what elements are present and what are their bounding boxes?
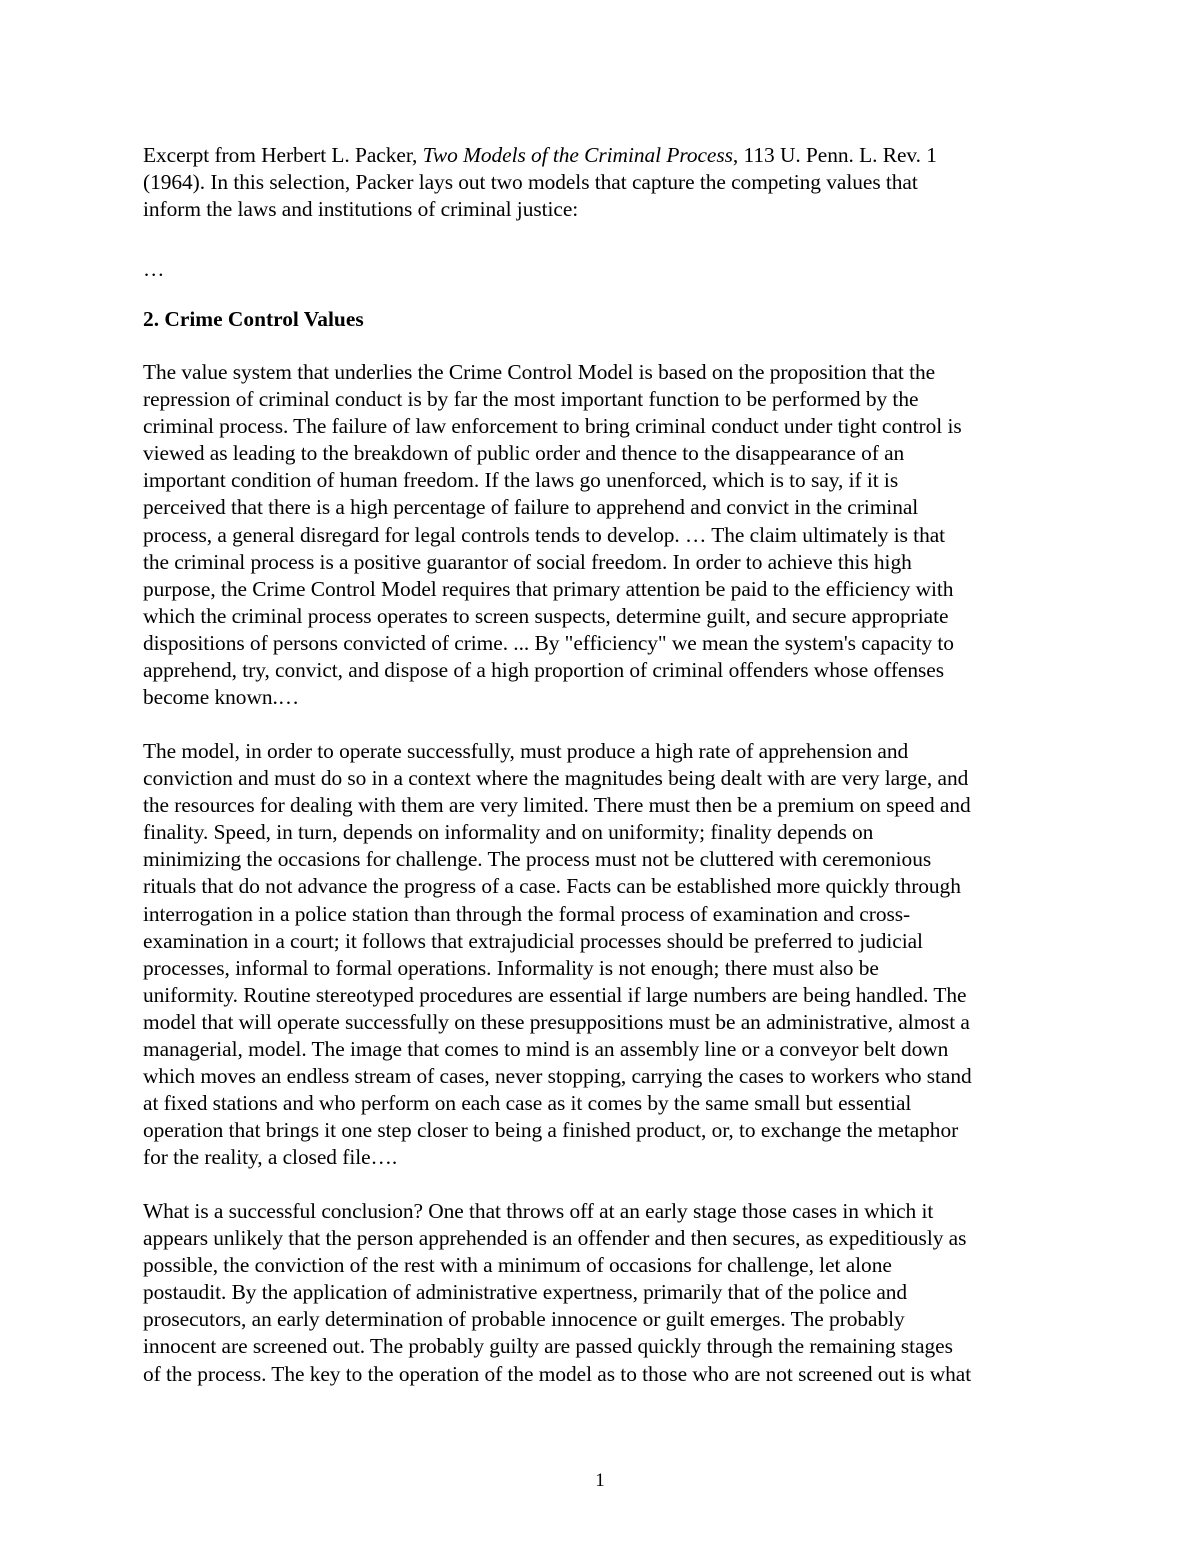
paragraph-line: purpose, the Crime Control Model requires that primary attention be paid to the efficiency with <box>143 576 954 601</box>
paragraph-line: dispositions of persons convicted of crime. ... By "efficiency" we mean the system's capacity to <box>143 630 954 655</box>
paragraph-line: at fixed stations and who perform on each case as it comes by the same small but essential <box>143 1091 912 1116</box>
paragraph-line: for the reality, a closed file…. <box>143 1145 398 1170</box>
paragraph-line: prosecutors, an early determination of probable innocence or guilt emerges. The probably <box>143 1307 905 1332</box>
intro-line-1 <box>143 142 1063 169</box>
intro-prefix: Excerpt from Herbert L. Packer, <box>143 143 423 167</box>
paragraph-line: appears unlikely that the person apprehended is an offender and then secures, as expeditiously as <box>143 1226 967 1251</box>
paragraph-line: repression of criminal conduct is by far the most important function to be performed by the <box>143 387 919 412</box>
intro-line-2: (1964). In this selection, Packer lays out two models that capture the competing values that <box>143 170 918 195</box>
paragraph-line: innocent are screened out. The probably guilty are passed quickly through the remaining stages <box>143 1334 953 1359</box>
paragraph-line: uniformity. Routine stereotyped procedures are essential if large numbers are being handled. The <box>143 982 967 1007</box>
paragraph-2 <box>143 738 1063 1172</box>
paragraph-3 <box>143 1198 1063 1388</box>
paragraph-line: perceived that there is a high percentage of failure to apprehend and convict in the criminal <box>143 495 919 520</box>
paragraph-line: process, a general disregard for legal controls tends to develop. … The claim ultimately is that <box>143 522 946 547</box>
paragraph-line: postaudit. By the application of administrative expertness, primarily that of the police and <box>143 1280 908 1305</box>
paragraph-line: rituals that do not advance the progress of a case. Facts can be established more quickly through <box>143 874 961 899</box>
paragraph-line: become known.… <box>143 685 300 710</box>
paragraph-line: the resources for dealing with them are very limited. There must then be a premium on speed and <box>143 793 971 818</box>
paragraph-line: which the criminal process operates to screen suspects, determine guilt, and secure appropriate <box>143 603 949 628</box>
page-number: 1 <box>595 1470 605 1491</box>
paragraph-line: the criminal process is a positive guarantor of social freedom. In order to achieve this high <box>143 549 912 574</box>
paragraph-line: which moves an endless stream of cases, never stopping, carrying the cases to workers who stand <box>143 1064 972 1089</box>
paragraph-line: The model, in order to operate successfully, must produce a high rate of apprehension and <box>143 739 909 763</box>
paragraph-line: possible, the conviction of the rest with a minimum of occasions for challenge, let alone <box>143 1253 892 1278</box>
paragraph-line: conviction and must do so in a context where the magnitudes being dealt with are very large, and <box>143 766 969 791</box>
article-title: Two Models of the Criminal Process <box>422 143 733 167</box>
intro-line-3: inform the laws and institutions of criminal justice: <box>143 197 579 222</box>
paragraph-line: examination in a court; it follows that extrajudicial processes should be preferred to judicial <box>143 928 923 953</box>
paragraph-line: viewed as leading to the breakdown of public order and thence to the disappearance of an <box>143 441 905 466</box>
paragraph-line: The value system that underlies the Crime Control Model is based on the proposition that the <box>143 360 936 384</box>
paragraph-line: processes, informal to formal operations. Informality is not enough; there must also be <box>143 955 879 980</box>
section-heading: 2. Crime Control Values <box>143 307 364 331</box>
paragraph-line: managerial, model. The image that comes to mind is an assembly line or a conveyor belt down <box>143 1037 949 1062</box>
paragraph-line: model that will operate successfully on these presuppositions must be an administrative, almost a <box>143 1009 970 1034</box>
paragraph-line: apprehend, try, convict, and dispose of a high proportion of criminal offenders whose offenses <box>143 658 945 683</box>
paragraph-line: criminal process. The failure of law enforcement to bring criminal conduct under tight control is <box>143 414 962 439</box>
paragraph-line: minimizing the occasions for challenge. The process must not be cluttered with ceremonious <box>143 847 932 872</box>
paragraph-line: operation that brings it one step closer to being a finished product, or, to exchange the metaphor <box>143 1118 959 1143</box>
paragraph-line: What is a successful conclusion? One that throws off at an early stage those cases in which it <box>143 1199 934 1223</box>
intro-citation: , 113 U. Penn. L. Rev. 1 <box>732 143 937 167</box>
ellipsis-marker: … <box>143 257 165 281</box>
paragraph-line: finality. Speed, in turn, depends on informality and on uniformity; finality depends on <box>143 820 874 845</box>
intro-paragraph <box>143 142 1063 223</box>
paragraph-line: interrogation in a police station than through the formal process of examination and cross- <box>143 901 911 926</box>
paragraph-line: of the process. The key to the operation of the model as to those who are not screened out is what <box>143 1361 972 1386</box>
paragraph-line: important condition of human freedom. If the laws go unenforced, which is to say, if it is <box>143 468 899 493</box>
paragraph-1 <box>143 359 1063 711</box>
